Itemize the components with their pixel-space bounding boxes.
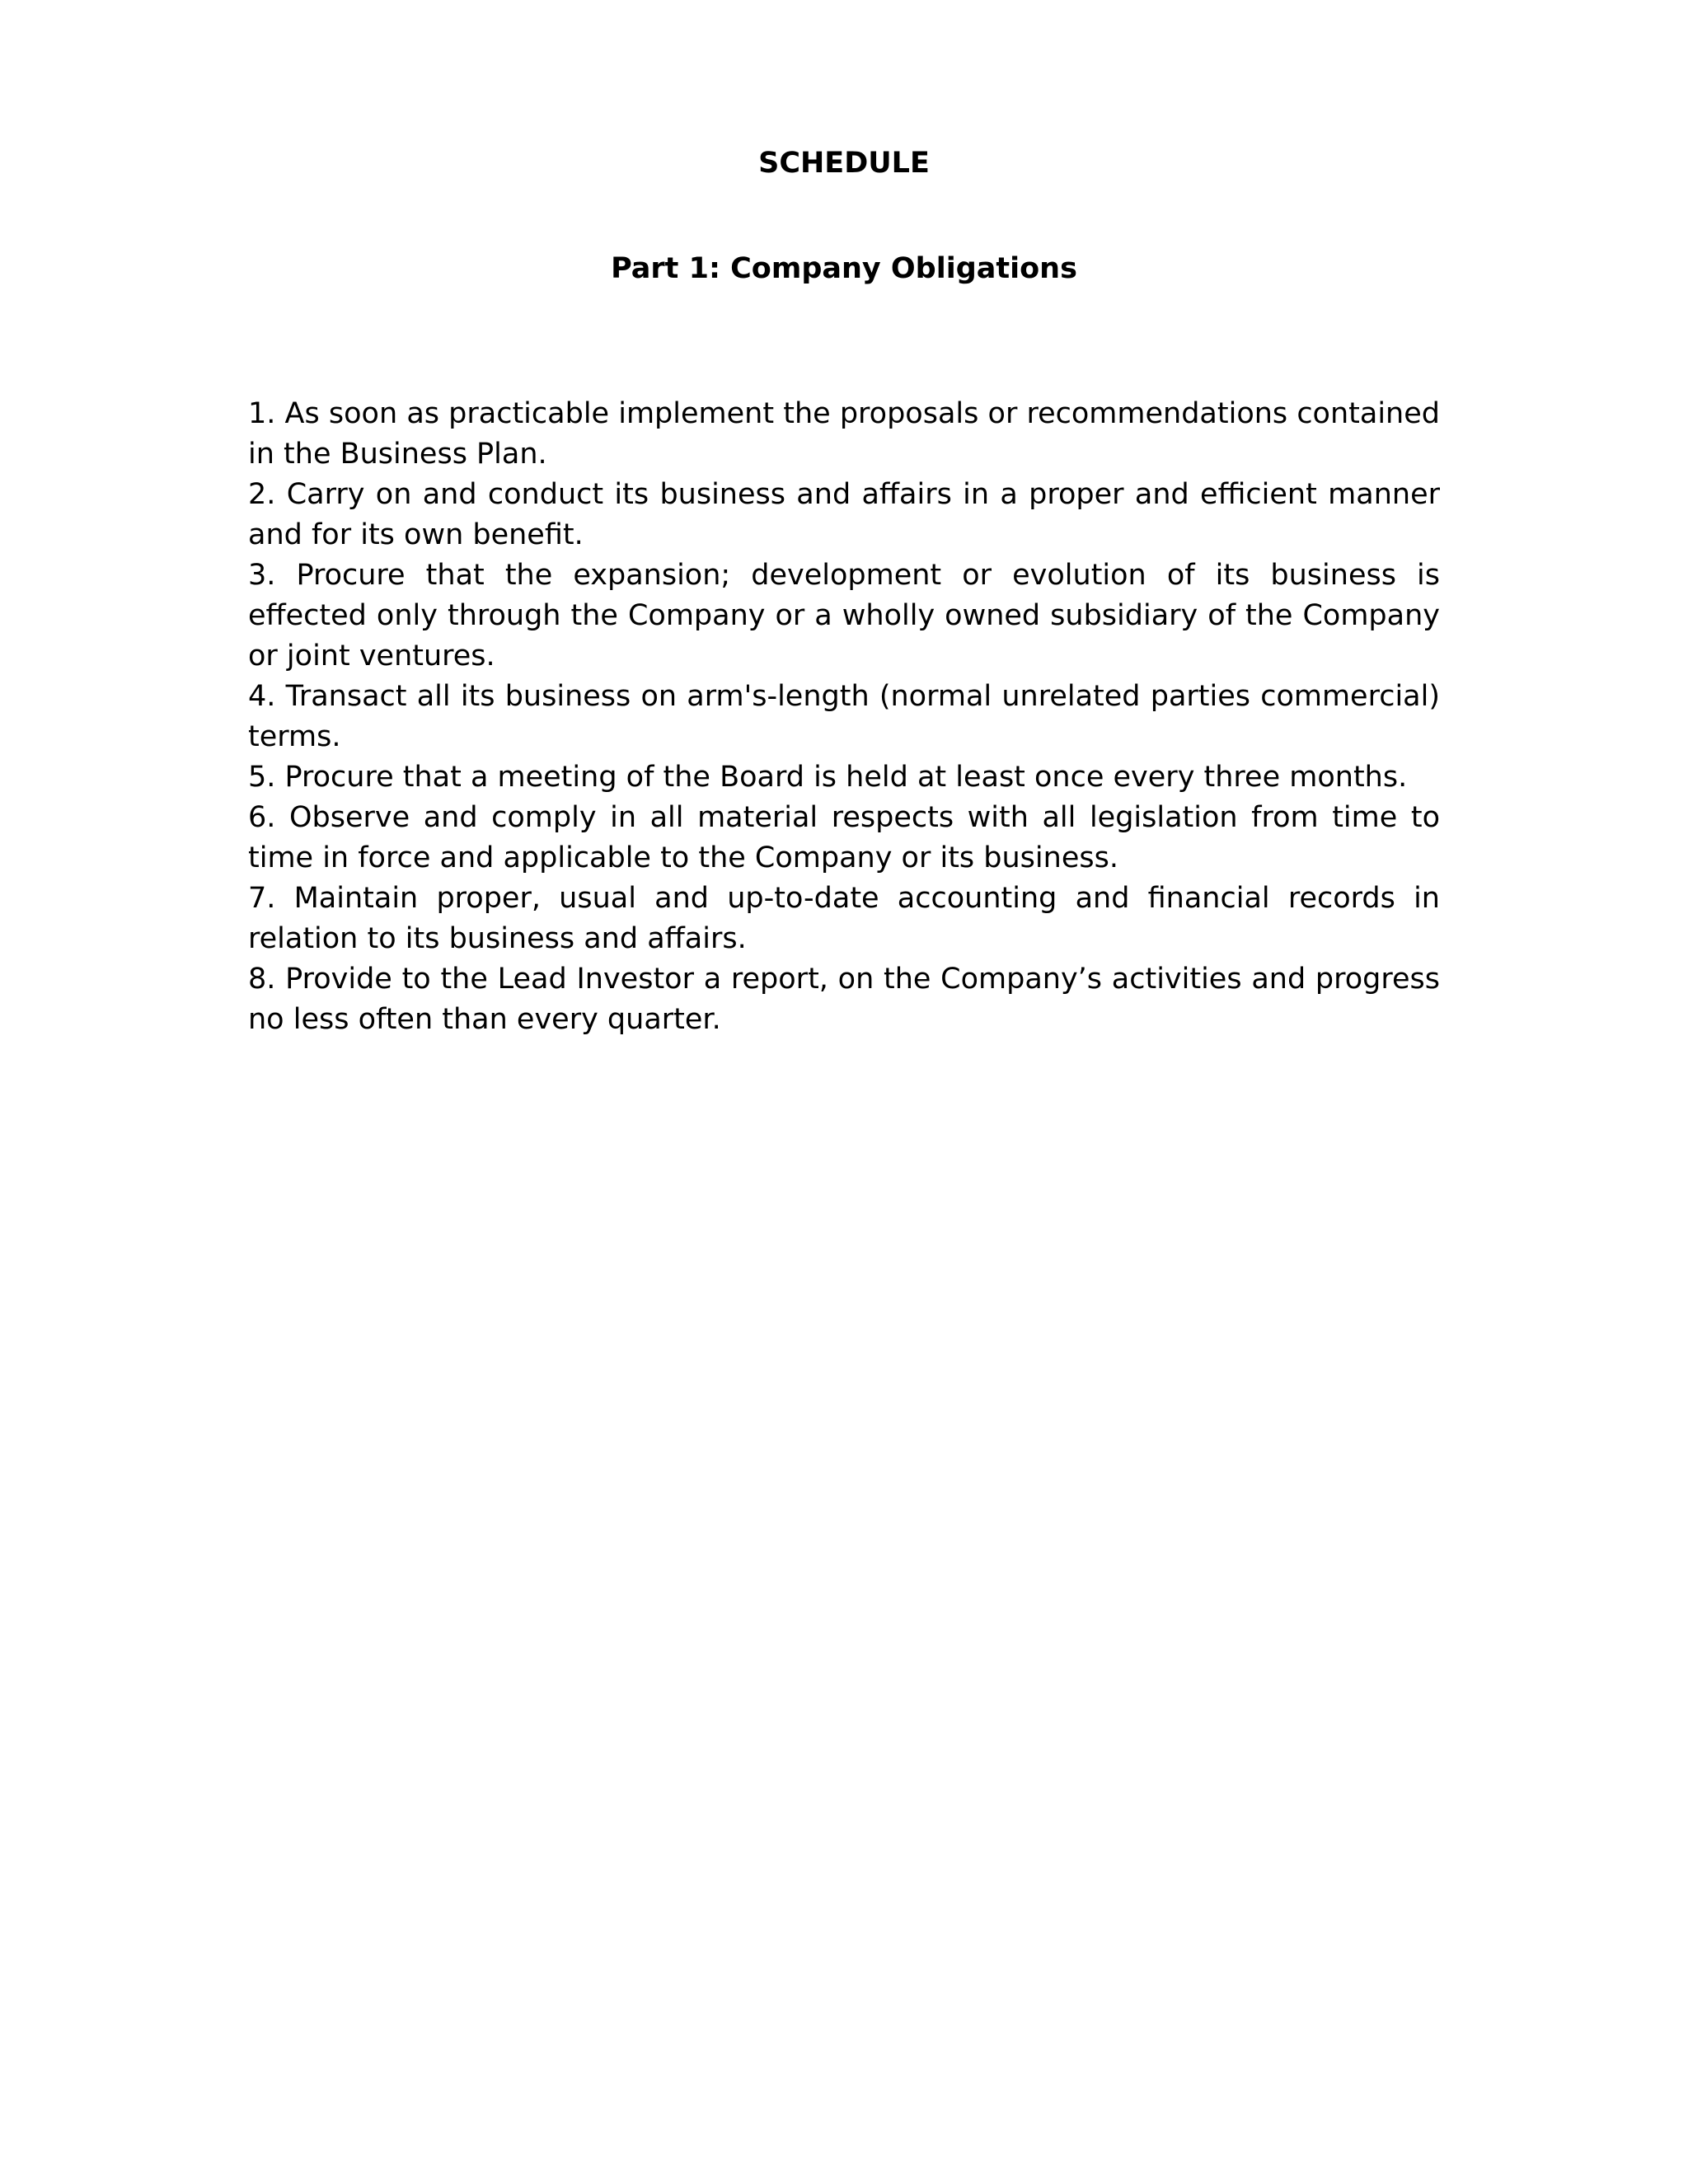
part-heading: Part 1: Company Obligations [611,252,1077,285]
clause-4: 4. Transact all its business on arm's-length (normal unrelated parties commercial) terms. [248,680,1440,753]
clause-1: 1. As soon as practicable implement the proposals or recommendations contained in the Business Plan. [248,397,1440,471]
clause-8: 8. Provide to the Lead Investor a report, on the Company’s activities and progress no less often than every quarter. [248,963,1440,1036]
obligations-list [248,394,1440,1040]
schedule-title: SCHEDULE [758,147,930,180]
clause-7: 7. Maintain proper, usual and up-to-date accounting and financial records in relation to its business and affairs. [248,882,1440,955]
clause-6: 6. Observe and comply in all material respects with all legislation from time to time in force and applicable to the Company or its business. [248,801,1440,874]
clause-5: 5. Procure that a meeting of the Board is held at least once every three months. [248,761,1408,794]
clause-3: 3. Procure that the expansion; development or evolution of its business is effected only through the Company or a wholly owned subsidiary of the Company or joint ventures. [248,559,1440,673]
clause-2: 2. Carry on and conduct its business and affairs in a proper and efficient manner and for its own benefit. [248,478,1440,551]
